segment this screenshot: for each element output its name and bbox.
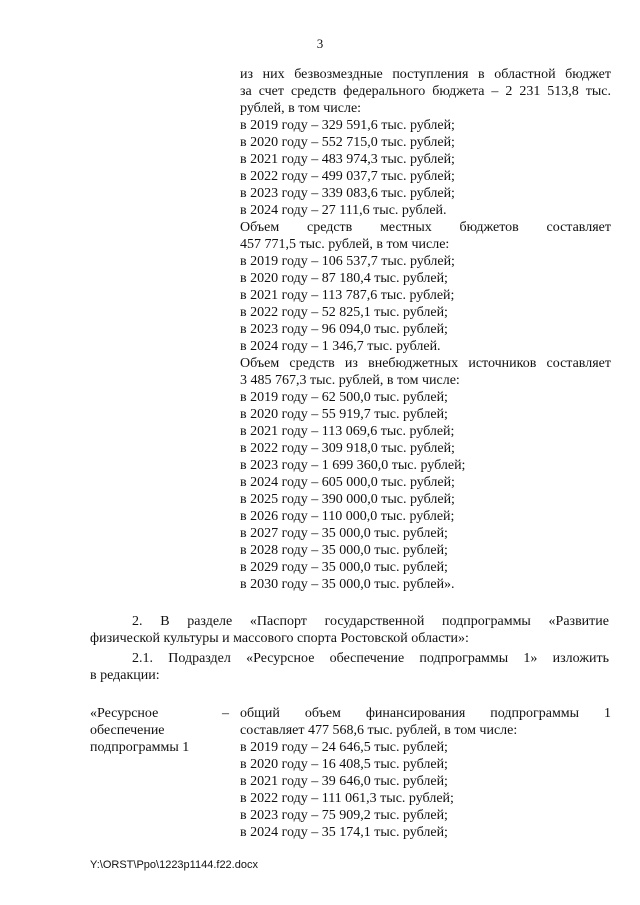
- paragraph-line: за счет средств федерального бюджета – 2 231 513,8 тыс.: [240, 84, 611, 99]
- year-amount-line: в 2026 году – 110 000,0 тыс. рублей;: [240, 509, 455, 524]
- year-amount-line: в 2024 году – 35 174,1 тыс. рублей;: [240, 825, 448, 840]
- year-amount-line: в 2022 году – 309 918,0 тыс. рублей;: [240, 441, 455, 456]
- year-amount-line: в 2022 году – 52 825,1 тыс. рублей;: [240, 305, 448, 320]
- year-amount-line: в 2023 году – 339 083,6 тыс. рублей;: [240, 186, 455, 201]
- year-amount-line: в 2025 году – 390 000,0 тыс. рублей;: [240, 492, 455, 507]
- year-amount-line: в 2020 году – 55 919,7 тыс. рублей;: [240, 407, 448, 422]
- table-label-line: подпрограммы 1: [90, 740, 190, 755]
- year-amount-line: в 2023 году – 75 909,2 тыс. рублей;: [240, 808, 448, 823]
- year-amount-line: в 2019 году – 24 646,5 тыс. рублей;: [240, 740, 448, 755]
- paragraph-line: Объем средств местных бюджетов составляет: [240, 220, 611, 235]
- section-item-2-line: физической культуры и массового спорта Ростовской области»:: [90, 631, 469, 646]
- year-amount-line: в 2024 году – 1 346,7 тыс. рублей.: [240, 339, 441, 354]
- year-amount-line: в 2020 году – 16 408,5 тыс. рублей;: [240, 757, 448, 772]
- paragraph-line: из них безвозмездные поступления в областной бюджет: [240, 67, 611, 82]
- year-amount-line: в 2019 году – 106 537,7 тыс. рублей;: [240, 254, 455, 269]
- year-amount-line: в 2022 году – 499 037,7 тыс. рублей;: [240, 169, 455, 184]
- page-number: 3: [316, 36, 324, 51]
- year-amount-line: в 2023 году – 96 094,0 тыс. рублей;: [240, 322, 448, 337]
- paragraph-line: 3 485 767,3 тыс. рублей, в том числе:: [240, 373, 460, 388]
- year-amount-line: в 2021 году – 113 069,6 тыс. рублей;: [240, 424, 455, 439]
- year-amount-line: в 2019 году – 62 500,0 тыс. рублей;: [240, 390, 448, 405]
- table-label-line: «Ресурсное: [90, 706, 159, 721]
- year-amount-line: в 2030 году – 35 000,0 тыс. рублей».: [240, 577, 455, 592]
- year-amount-line: в 2023 году – 1 699 360,0 тыс. рублей;: [240, 458, 466, 473]
- year-amount-line: в 2021 году – 483 974,3 тыс. рублей;: [240, 152, 455, 167]
- year-amount-line: в 2029 году – 35 000,0 тыс. рублей;: [240, 560, 448, 575]
- year-amount-line: в 2028 году – 35 000,0 тыс. рублей;: [240, 543, 448, 558]
- year-amount-line: в 2021 году – 113 787,6 тыс. рублей;: [240, 288, 455, 303]
- table-label-line: обеспечение: [90, 723, 165, 738]
- section-item-2-1-line: в редакции:: [90, 668, 160, 683]
- section-item-2-line: 2. В разделе «Паспорт государственной подпрограммы «Развитие: [132, 614, 609, 629]
- paragraph-line: Объем средств из внебюджетных источников составляет: [240, 356, 611, 371]
- year-amount-line: в 2019 году – 329 591,6 тыс. рублей;: [240, 118, 455, 133]
- year-amount-line: в 2024 году – 27 111,6 тыс. рублей.: [240, 203, 447, 218]
- year-amount-line: в 2027 году – 35 000,0 тыс. рублей;: [240, 526, 448, 541]
- paragraph-line: рублей, в том числе:: [240, 101, 362, 116]
- section-item-2-1-line: 2.1. Подраздел «Ресурсное обеспечение подпрограммы 1» изложить: [132, 651, 609, 666]
- year-amount-line: в 2020 году – 552 715,0 тыс. рублей;: [240, 135, 455, 150]
- paragraph-line: 457 771,5 тыс. рублей, в том числе:: [240, 237, 450, 252]
- table-value-line: общий объем финансирования подпрограммы 1: [240, 706, 611, 721]
- table-dash: –: [222, 706, 229, 721]
- year-amount-line: в 2024 году – 605 000,0 тыс. рублей;: [240, 475, 455, 490]
- table-value-line: составляет 477 568,6 тыс. рублей, в том числе:: [240, 723, 518, 738]
- footer-file-path: Y:\ORST\Ppo\1223p1144.f22.docx: [90, 859, 258, 871]
- year-amount-line: в 2020 году – 87 180,4 тыс. рублей;: [240, 271, 448, 286]
- year-amount-line: в 2022 году – 111 061,3 тыс. рублей;: [240, 791, 454, 806]
- year-amount-line: в 2021 году – 39 646,0 тыс. рублей;: [240, 774, 448, 789]
